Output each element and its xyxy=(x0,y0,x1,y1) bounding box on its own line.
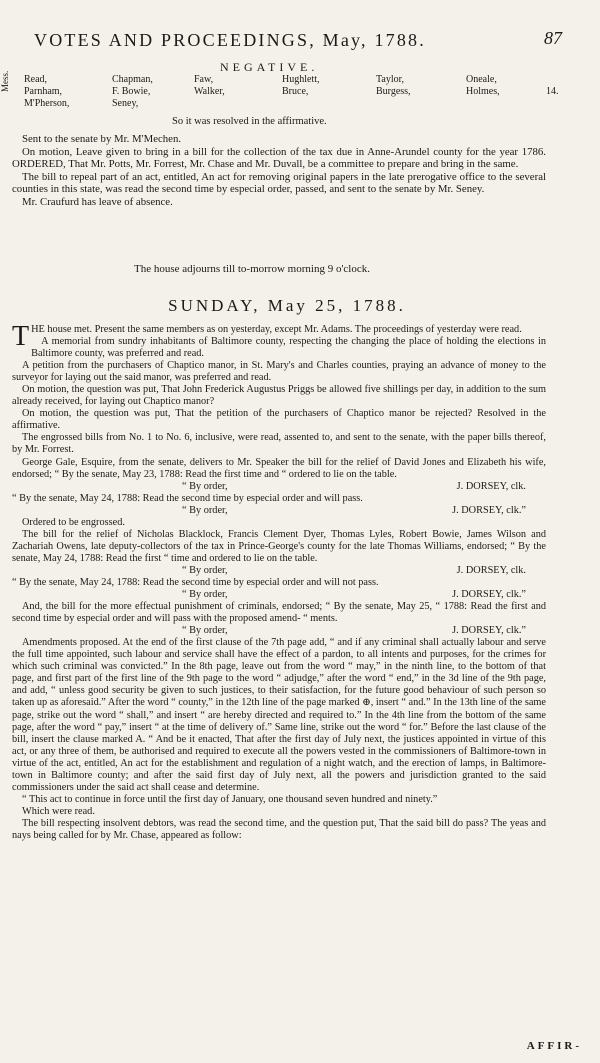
voter-name: Holmes, xyxy=(466,86,500,97)
adjournment-line: The house adjourns till to-morrow morning 9 o'clock. xyxy=(134,263,370,275)
sunday-proceedings xyxy=(12,321,546,842)
paragraph: The bill respecting insolvent debtors, was read the second time, and the question put, That the said bill do pass? The yeas and nays being called for by Mr. Chase, appeared as follow: xyxy=(12,817,546,841)
page-number: 87 xyxy=(544,28,562,48)
voter-name: Parnham, xyxy=(24,86,63,97)
negative-side-label: Mess. xyxy=(0,70,10,92)
voter-name: Walker, xyxy=(194,86,225,97)
paragraph: And, the bill for the more effectual punishment of criminals, endorsed; “ By the senate, May 25, “ 1788: Read the first and second time by especial order and will pass with the proposed amend- “ ments. xyxy=(12,601,546,625)
voter-name: Bruce, xyxy=(282,86,309,97)
paragraph: “ By the senate, May 24, 1788: Read the second time by especial order and will not pass. xyxy=(12,576,379,588)
paragraph: Sent to the senate by Mr. M'Mechen. xyxy=(22,133,182,145)
vote-column xyxy=(376,74,411,98)
voter-name: F. Bowie, xyxy=(112,86,151,97)
paragraph: On motion, Leave given to bring in a bill for the collection of the tax due in Anne-Arundel county for the year 1786. ORDERED, That Mr. Potts, Mr. Forrest, Mr. Chase and Mr. Duvall, be a committee to prepare and bring in the same. xyxy=(12,145,546,171)
vote-column xyxy=(24,74,69,110)
vote-column xyxy=(194,74,225,98)
paragraph: THE house met. Present the same members as on yesterday, except Mr. Adams. The proceedings of yesterday were read. xyxy=(12,321,522,352)
paragraph: “ By the senate, May 24, 1788: Read the second time by especial order and will pass. xyxy=(12,492,363,504)
page-header xyxy=(34,30,562,51)
running-title: VOTES AND PROCEEDINGS, May, 1788. xyxy=(34,30,426,50)
paragraph: A petition from the purchasers of Chaptico manor, in St. Mary's and Charles counties, praying an advance of money to the surveyor for laying out the said manor, was preferred and read. xyxy=(12,360,546,384)
voter-name: Hughlett, xyxy=(282,74,320,85)
catchword: AFFIR- xyxy=(526,1040,582,1052)
voter-name: Seney, xyxy=(112,98,139,109)
negative-heading: NEGATIVE. xyxy=(220,60,319,74)
vote-column xyxy=(282,74,320,98)
vote-count: 14. xyxy=(546,86,559,97)
voter-name: Burgess, xyxy=(376,86,411,97)
voter-name: Oneale, xyxy=(466,74,497,85)
paragraph: On motion, the question was put, That John Frederick Augustus Priggs be allowed five shillings per day, in addition to the sum already received, for laying out Chaptico manor? xyxy=(12,384,546,408)
paragraph: George Gale, Esquire, from the senate, delivers to Mr. Speaker the bill for the relief of David Jones and Elizabeth his wife, endorsed; “ By the senate, May 23, 1788: Read the first time and “ ordered to lie on the table. xyxy=(12,456,546,480)
signature-line: “ By order, J. DORSEY, clk. xyxy=(182,480,526,492)
proceedings-before-sunday xyxy=(12,133,546,209)
voter-name: Chapman, xyxy=(112,74,153,85)
section-heading-sunday: SUNDAY, May 25, 1788. xyxy=(168,296,406,315)
paragraph: On motion, the question was put, That the petition of the purchasers of Chaptico manor be rejected? Resolved in the affirmative. xyxy=(12,408,546,432)
voter-name: M'Pherson, xyxy=(24,98,70,109)
voter-name: Taylor, xyxy=(376,74,405,85)
vote-column xyxy=(466,74,500,98)
signature-line: “ By order, J. DORSEY, clk.” xyxy=(182,625,526,637)
paragraph: The bill to repeal part of an act, entitled, An act for removing original papers in the late prerogative office to the several counties in this state, was read the second time by especial order, passed, and sent to the senate by Mr. Seney. xyxy=(12,170,546,196)
paragraph: Mr. Craufurd has leave of absence. xyxy=(22,195,173,208)
paragraph: Ordered to be engrossed. xyxy=(22,516,125,528)
paragraph: “ This act to continue in force until the first day of January, one thousand seven hundred and ninety.” xyxy=(22,793,438,805)
signature-line: “ By order, J. DORSEY, clk.” xyxy=(182,589,526,601)
voter-name: Read, xyxy=(24,74,48,85)
paragraph: The bill for the relief of Nicholas Blacklock, Francis Clement Dyer, Thomas Lyles, Robert Bowie, James Wilson and Zachariah Owens, late deputy-collectors of the tax in Prince-George's county for the late Thomas Williams, endorsed; “ By the senate, May 24, 1788: Read the first “ time and ordered to lie on the table. xyxy=(12,528,546,564)
signature-line: “ By order, J. DORSEY, clk. xyxy=(182,564,526,576)
vote-column xyxy=(112,74,153,110)
paragraph: The engrossed bills from No. 1 to No. 6, inclusive, were read, assented to, and sent to the senate, with the paper bills thereof, by Mr. Forrest. xyxy=(12,432,546,456)
signature-line: “ By order, J. DORSEY, clk.” xyxy=(182,504,526,516)
paragraph: Amendments proposed. At the end of the first clause of the 7th page add, “ and if any criminal shall actually labour and serve the full time appointed, such labour and service shall have the effect of a pardon, to all intents and purposes, for the crimes for which such criminal was convicted.” In the 8th page, leave out from the word “ may,” in the ninth line, to the bottom of that page, and first part of the first line of the 9th page to the word “ adjudge,” after the word “ end,” in the 3d line of the 9th page, and add, “ unless good security be given to such justices, to their satisfaction, for the future good behaviour of such person so taken up as aforesaid.” After the word “ county,” in the 12th line of the page marked ⊕, insert “ and.” In the 13th line of the same page, strike out the word “ shall,” and insert “ are hereby directed and required to.” In the 4th line from the bottom of the same page, after the word “ pay,” insert “ at the time of delivery of.” Same line, strike out the word “ for.” Before the last clause of the bill, insert the clause marked A. “ And be it enacted, That after the first day of July next, the justices appointed in virtue of this act, or any three of them, be authorised and required to execute all the powers vested in the commissioners of Baltimore-town in virtue of the act, entitled, An act for the establishment and regulation of a night watch, and the erection of lamps, in Baltimore-town in Baltimore county; and after the said first day of July next, all the powers and jurisdiction granted to the said commissioners under the said act shall cease and determine. xyxy=(12,637,546,793)
paragraph: A memorial from sundry inhabitants of Baltimore county, respecting the changing the place of holding the elections in Baltimore county, was preferred and read. xyxy=(31,336,546,360)
voter-name: Faw, xyxy=(194,74,214,85)
resolution-line: So it was resolved in the affirmative. xyxy=(172,116,327,127)
drop-cap: T xyxy=(12,321,30,352)
paragraph: Which were read. xyxy=(22,805,95,817)
